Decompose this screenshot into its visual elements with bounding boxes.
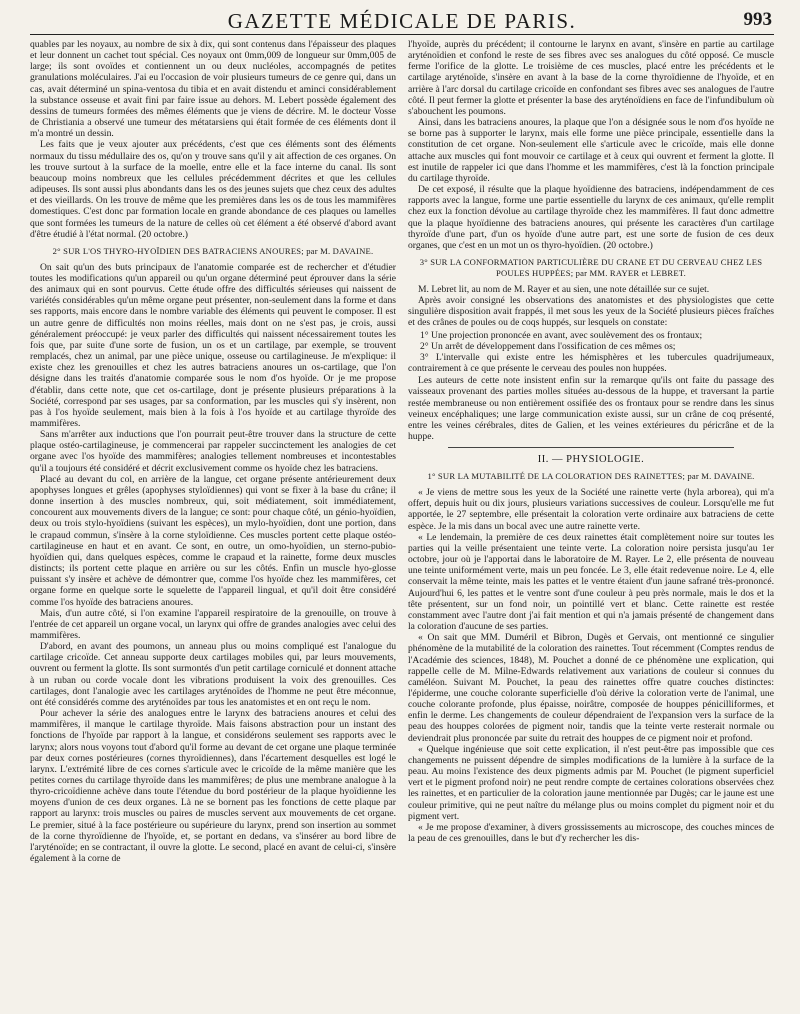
left-column xyxy=(30,39,396,1014)
paragraph: Les auteurs de cette note insistent enfin sur la remarque qu'ils ont faite du passage des vaisseaux provenant des parties molles situées au-dessous de la huppe, et traversant la partie restée membraneuse ou non entièrement ossifiée des os frontaux pour se rendre dans les sinus veineux encéphaliques; une large communication existe aussi, sur un crâne de coq présenté, entre les veines cérébrales, dites de Galien, et les veines extérieures du péricrâne et de la huppe. xyxy=(408,375,774,442)
findings-list xyxy=(408,330,774,375)
paragraph: Placé au devant du col, en arrière de la langue, cet organe présente antérieurement deux apophyses longues et grêles (apophyses styloïdiennes) qui vont se fixer à la base du crâne; il donne insertion à des muscles nombreux, qui, soit médiatement, soit immédiatement, concourent aux mouvements divers de la langue; ce sont: pour chaque côté, un génio-hyoïdien, deux ou trois stylo-hyoïdiens (suivant les espèces), un mylo-hyoïdien, dont une portion, dans le crapaud commun, s'insère à la corne styloïdienne. Ces muscles portent cette plaque ostéo-cartilagineuse en haut et en avant. Ce sont, en outre, un omo-hyoïdien, un sterno-pubio-hyoïdien qui, dans quelques espèces, comme le crapaud et la rainette, forme deux muscles distincts; ils portent cette plaque en arrière ou sur les côtés. Enfin un muscle hyo-glosse puissant s'y insère et achève de démontrer que, comme l'os hyoïde chez les mammifères, cet organe forme en quelque sorte le squelette de l'appareil lingual, et qu'il doit être considéré comme l'os hyoïde des batraciens anoures. xyxy=(30,473,396,608)
paragraph: Après avoir consigné les observations des anatomistes et des physiologistes que cette singulière disposition avait frappés, il met sous les yeux de la Société plusieurs pièces fraîches et des crânes de poules ou de coqs huppés, sur lesquels on constate: xyxy=(408,295,774,329)
paragraph: l'hyoïde, auprès du précédent; il contourne le larynx en avant, s'insère en partie au cartilage aryténoïdien et confond le reste de ses fibres avec ses analogues du côté opposé. Ce muscle ferme l'orifice de la glotte. Le troisième de ces muscles, placé entre les précédents et le cartilage aryténoïde, s'insère en avant à la base de la corne thyroïdienne de l'hyoïde, et en arrière à l'arc dorsal du cartilage cricoïde en confondant ses fibres avec ses analogues de l'autre côté. Il peut fermer la glotte et présenter la base des aryténoïdiens en face de l'infundibulum où s'abouchent les poumons. xyxy=(408,39,774,117)
page-number: 993 xyxy=(743,9,772,30)
article-heading: 2° SUR L'OS THYRO-HYOÏDIEN DES BATRACIENS ANOURES; par M. DAVAINE. xyxy=(52,245,374,256)
paragraph: Sans m'arrêter aux inductions que l'on pourrait peut-être trouver dans la structure de cette plaque ostéo-cartilagineuse, je commencerai par rappeler succinctement les analogies de cet organe avec l'os hyoïde des mammifères; analogies tellement nombreuses et incontestables qu'il a toujours été considéré et décrit exclusivement comme os hyoïde chez les batraciens. xyxy=(30,429,396,474)
journal-title: GAZETTE MÉDICALE DE PARIS. xyxy=(227,9,577,33)
list-item: 3° L'intervalle qui existe entre les hémisphères et les tubercules quadrijumeaux, contrairement à ce que présente le cerveau des poules non huppées. xyxy=(408,351,774,375)
paragraph: « Je viens de mettre sous les yeux de la Société une rainette verte (hyla arborea), qui m'a offert, depuis huit ou dix jours, plusieurs variations successives de couleur. Lorsqu'elle me fut apportée, le 27 septembre, elle présentait la coloration verte ordinaire aux batraciens de cette espèce. Je la mis dans un bocal avec une autre rainette verte. xyxy=(408,487,774,532)
paragraph: « Quelque ingénieuse que soit cette explication, il n'est peut-être pas impossible que ces changements ne puissent dépendre de simples modifications de la lumière à la surface de la peau. Au moins l'existence des deux pigments admis par M. Pouchet (le pigment superficiel vert et le pigment profond noir) ne peut rendre compte de certaines colorations observées chez les rainettes, et en particulier de la coloration jaune mentionnée par Dugès; car le jaune est une couleur primitive, qui ne peut naître du mélange plus ou moins complet du pigment noir et du pigment vert. xyxy=(408,743,774,822)
list-item: 1° Une projection prononcée en avant, avec soulèvement des os frontaux; xyxy=(420,329,703,341)
paragraph: « Je me propose d'examiner, à divers grossissements au microscope, des couches minces de la peau de ces grenouilles, dans le but d'y rechercher les dis- xyxy=(408,821,774,844)
paragraph: D'abord, en avant des poumons, un anneau plus ou moins compliqué est l'analogue du cartilage cricoïde. Cet anneau supporte deux cartilages mobiles qui, par leurs mouvements, ouvrent ou ferment la glotte. Ils sont surmontés d'un petit cartilage corniculé et donnent attache à un ruban ou corde vocale dont les vibrations produisent la voix des grenouilles. Ces cartilages, dont l'analogie avec les cartilages aryténoïdes de l'homme ne peut être méconnue, ont été considérés comme des aryténoïdes par tous les anatomistes et en ont reçu le nom. xyxy=(30,641,396,708)
paragraph: Les faits que je veux ajouter aux précédents, c'est que ces éléments sont des éléments normaux du tissu médullaire des os, qu'on y trouve sans qu'il y ait affection de ces organes. On les trouve surtout à la surface de la moelle, entre elle et la face interne du canal. Ils sont beaucoup moins nombreux que les cellules précédemment décrites et que les cellules adipeuses. Ils sont aussi plus abondants dans les os des jeunes sujets que chez ceux des adultes et des vieillards. On les trouve de même que les premières dans les os de tous les mammifères domestiques. C'est donc par formation locale en grande abondance de ces plaques ou lamelles que sont formées les tumeurs de la nature de celles où cet élément a été observé d'abord avant d'être étudié à l'état normal. (20 octobre.) xyxy=(30,139,396,240)
section-divider xyxy=(448,447,734,448)
paragraph: On sait qu'un des buts principaux de l'anatomie comparée est de rechercher et d'étudier toutes les modifications qu'un appareil ou qu'un organe déterminé peut éprouver dans la série des animaux qui en sont pourvus. Cette étude offre des difficultés sérieuses qui naissent de variétés considérables qu'un même organe peut présenter, non-seulement dans la forme et dans ses rapports, mais encore dans le nombre variable des éléments qui peuvent le composer. Il est un autre genre de difficultés non moins réelles, mais dont on ne s'est pas, je crois, aussi généralement préoccupé: je veux parler des difficultés qui naissent nécessairement toutes les fois que, par suite d'une sorte de fusion, un os et un cartilage, par exemple, se trouvent remplacés, chez un animal, par une pièce unique, osseuse ou cartilagineuse. Je m'explique: il existe chez les grenouilles et chez les autres batraciens anoures un os-cartilage, que l'on désigne dans les traités d'anatomie comparée sous le nom d'os hyoïde. Or je me propose d'établir, dans cette note, que cet os-cartilage, dont je présente plusieurs préparations à la Société, correspond par ses usages, par sa conformation, par les muscles qui s'y insèrent, non pas à l'os hyoïde seulement, mais bien à la fois à l'os hyoïde et au cartilage thyroïde des mammifères. xyxy=(30,261,396,429)
paragraph: Pour achever la série des analogues entre le larynx des batraciens anoures et celui des mammifères, il manque le cartilage thyroïde. Mais faisons abstraction pour un instant des fonctions de l'hyoïde par rapport à la langue, et considérons seulement ses rapports avec le larynx; alors nous voyons tout d'abord qu'il forme au devant de cet organe une plaque terminée par deux cornes postérieures (cornes thyroïdiennes), dans l'écartement desquelles est logé le larynx. L'extrémité libre de ces cornes s'articule avec le cricoïde de la même manière que les petites cornes du cartilage thyroïde dans les mammifères; de plus une membrane analogue à la thyro-cricoïdienne achève dans toute l'étendue du bord postérieur de la plaque hyoïdienne les moyens d'union de ces deux organes. Là ne se bornent pas les fonctions de cette plaque par rapport au larynx: trois muscles ou paires de muscles servent aux mouvements de cet organe. Le premier, situé à la face postérieure ou supérieure du larynx, prend son insertion au sommet de la corne thyroïdienne de l'hyoïde, et, se portant en dedans, va s'insérer au bord libre de l'aryténoïde; en se contractant, il ouvre la glotte. Le second, placé en avant de celui-ci, s'insère également à la corne de xyxy=(30,708,396,865)
paragraph: M. Lebret lit, au nom de M. Rayer et au sien, une note détaillée sur ce sujet. xyxy=(418,283,710,295)
paragraph: Mais, d'un autre côté, si l'on examine l'appareil respiratoire de la grenouille, on trouve à l'entrée de cet appareil un organe vocal, un larynx qui offre de grandes analogies avec celui des mammifères. xyxy=(30,607,396,641)
text-columns xyxy=(30,39,774,1014)
section-title: II. — PHYSIOLOGIE. xyxy=(537,454,645,466)
article-heading: 1° SUR LA MUTABILITÉ DE LA COLORATION DES RAINETTES; par M. DAVAINE. xyxy=(427,471,755,482)
list-item: 2° Un arrêt de développement dans l'ossification de ces mêmes os; xyxy=(420,340,676,352)
paragraph: « Le lendemain, la première de ces deux rainettes était complètement noire sur toutes les parties qui la veille présentaient une teinte verte. La coloration noire persista jusqu'au 1er octobre, jour où je l'apportai dans le laboratoire de M. Rayer. Le 2, elle présenta de nouveau une teinte uniformément verte, mais un peu foncée. Le 3, elle était redevenue noire. Le 4, elle conservait la même teinte, mais les pattes et le ventre étaient d'un jaune safrané très-prononcé. Aujourd'hui 6, les pattes et le ventre sont d'une couleur à peu près normale, mais le dos et la tête présentent, sur un fond noir, un pointillé vert et blanc. Cette rainette est restée constamment avec l'autre dont j'ai fait mention et qui n'a jamais présenté de changement dans la coloration d'aucune de ses parties. xyxy=(408,531,774,633)
paragraph: Ainsi, dans les batraciens anoures, la plaque que l'on a désignée sous le nom d'os hyoïde ne se borne pas à supporter le larynx, mais elle forme une pièce principale, essentielle dans la constitution de cet organe. Non-seulement elle s'articule avec le cricoïde, mais elle donne attache aux muscles qui font mouvoir ce cartilage et à ceux qui ouvrent et ferment la glotte. Il est inutile de rappeler ici que dans l'homme et les mammifères, c'est là la fonction principale du cartilage thyroïde. xyxy=(408,117,774,184)
right-column xyxy=(408,39,774,1014)
paragraph: De cet exposé, il résulte que la plaque hyoïdienne des batraciens, indépendamment de ces rapports avec la langue, forme une partie essentielle du larynx de ces animaux, qu'elle remplit chez eux la fonction dévolue au cartilage thyroïde chez les mammifères. Il faut donc admettre que la plaque hyoïdienne des batraciens anoures, qui présente les caractères d'un cartilage thyroïde d'une part, d'un os hyoïde d'une autre part, est une sorte de fusion de ces deux organes, que c'est en un mot un os thyro-hyoïdien. (20 octobre.) xyxy=(408,184,774,251)
masthead xyxy=(30,6,774,35)
article-heading: 3° SUR LA CONFORMATION PARTICULIÈRE DU CRANE ET DU CERVEAU CHEZ LES POULES HUPPÉES; par MM. RAYER et LEBRET. xyxy=(419,256,763,278)
paragraph: « On sait que MM. Duméril et Bibron, Dugès et Gervais, ont mentionné ce singulier phénomène de la mutabilité de la coloration des rainettes. Tout récemment (Comptes rendus de l'Académie des sciences, 1848), M. Pouchet a donné de ce phénomène une explication, qui rappelle celle de M. Milne-Edwards relativement aux variations de couleur si connues du caméléon. Suivant M. Pouchet, la peau des rainettes offre quatre couches distinctes: l'épiderme, une couche colorante superficielle d'où dérive la coloration verte de l'animal, une couche colorante profonde, plus épaisse, noirâtre, composée de houppes pénicilliformes, et enfin le derme. Les changements de couleur dépendraient de l'expansion vers la surface de la peau des houppes colorées de pigment noir, tandis que la teinte verte resterait normale ou deviendrait plus prononcée par suite du retrait des houppes de ce pigment noir et profond. xyxy=(408,632,774,744)
paragraph: quables par les noyaux, au nombre de six à dix, qui sont contenus dans l'épaisseur des plaques et leur donnent un cachet tout spécial. Ces noyaux ont 0mm,009 de longueur sur 0mm,005 de large; ils sont ovoïdes et contiennent un ou deux nucléoles, accompagnés de petites granulations moléculaires. J'ai eu l'occasion de voir plusieurs tumeurs de ce genre qui, dans un cas, avait déterminé un spina-ventosa du tibia et en avait distendu et aminci considérablement la substance osseuse et avait fini par faire issue au dehors. M. Lebert possède également des dessins de tumeurs formées des mêmes éléments que je viens de décrire. M. le docteur Vosse de Christiania a observé une tumeur des métatarsiens qui était formée de ces éléments dont il m'a montré un dessin. xyxy=(30,39,396,140)
